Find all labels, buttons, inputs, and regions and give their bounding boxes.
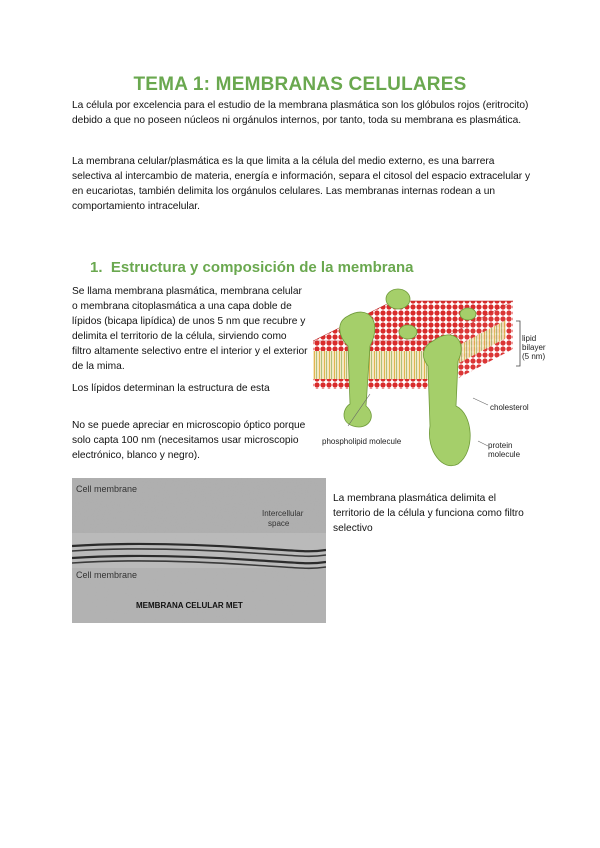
bilayer-front-upper-heads: [313, 341, 438, 351]
section-paragraph-3: No se puede apreciar en microscopio óptico porque solo capta 100 nm (necesitamos usar microscopio electrónico, blanco y negro).: [72, 420, 306, 461]
label-5nm: (5 nm): [522, 352, 546, 361]
surface-protein-3: [460, 308, 476, 320]
section-heading: [90, 259, 413, 276]
section-number: 1.: [90, 259, 103, 276]
label-cell-membrane-top: Cell membrane: [76, 484, 138, 494]
figure-caption: La membrana plasmática delimita el territorio de la célula y funciona como filtro selectivo: [333, 493, 524, 534]
label-cholesterol: cholesterol: [490, 403, 529, 412]
intro-paragraph-2: La membrana celular/plasmática es la que limita a la célula del medio externo, es una barrera selectiva al intercambio de materia, energía e información, separa el citosol del espacio extracelular y en eucariotas, también delimita los orgánulos celulares. Las membranas internas rodean a un comportamiento intracelular.: [72, 156, 531, 212]
section-paragraph-2: Los lípidos determinan la estructura de esta: [72, 383, 270, 394]
label-intercellular: Intercellular: [262, 509, 304, 518]
page-title: TEMA 1: MEMBRANAS CELULARES: [133, 74, 467, 95]
lipid-bilayer-figure: [308, 286, 558, 471]
section-paragraph-1: Se llama membrana plasmática, membrana celular o membrana citoplasmática a una capa doble de lípidos (bicapa lipídica) de unos 5 nm que recubre y delimita el territorio de la célula, sirviendo como filtro altamente selectivo entre el interior y el exterior de la mima.: [72, 286, 308, 372]
surface-protein-2: [399, 325, 417, 339]
label-cell-membrane-bottom: Cell membrane: [76, 570, 138, 580]
electron-micrograph-figure: [72, 478, 326, 623]
bilayer-front-lower-heads: [313, 379, 438, 389]
label-phospholipid: phospholipid molecule: [322, 437, 402, 446]
surface-protein-1: [386, 289, 410, 309]
label-protein: protein: [488, 441, 513, 450]
bilayer-front-tails: [313, 351, 438, 379]
label-space: space: [268, 519, 290, 528]
micrograph-caption: MEMBRANA CELULAR MET: [136, 601, 243, 610]
intro-paragraph-1: La célula por excelencia para el estudio de la membrana plasmática son los glóbulos rojos (eritrocito) debido a que no poseen núcleos ni orgánulos internos, por tanto, toda su membrana es plasmática.: [72, 100, 529, 126]
label-bilayer: bilayer: [522, 343, 546, 352]
section-title: Estructura y composición de la membrana: [110, 259, 414, 276]
label-lipid: lipid: [522, 334, 537, 343]
label-molecule: molecule: [488, 450, 521, 459]
